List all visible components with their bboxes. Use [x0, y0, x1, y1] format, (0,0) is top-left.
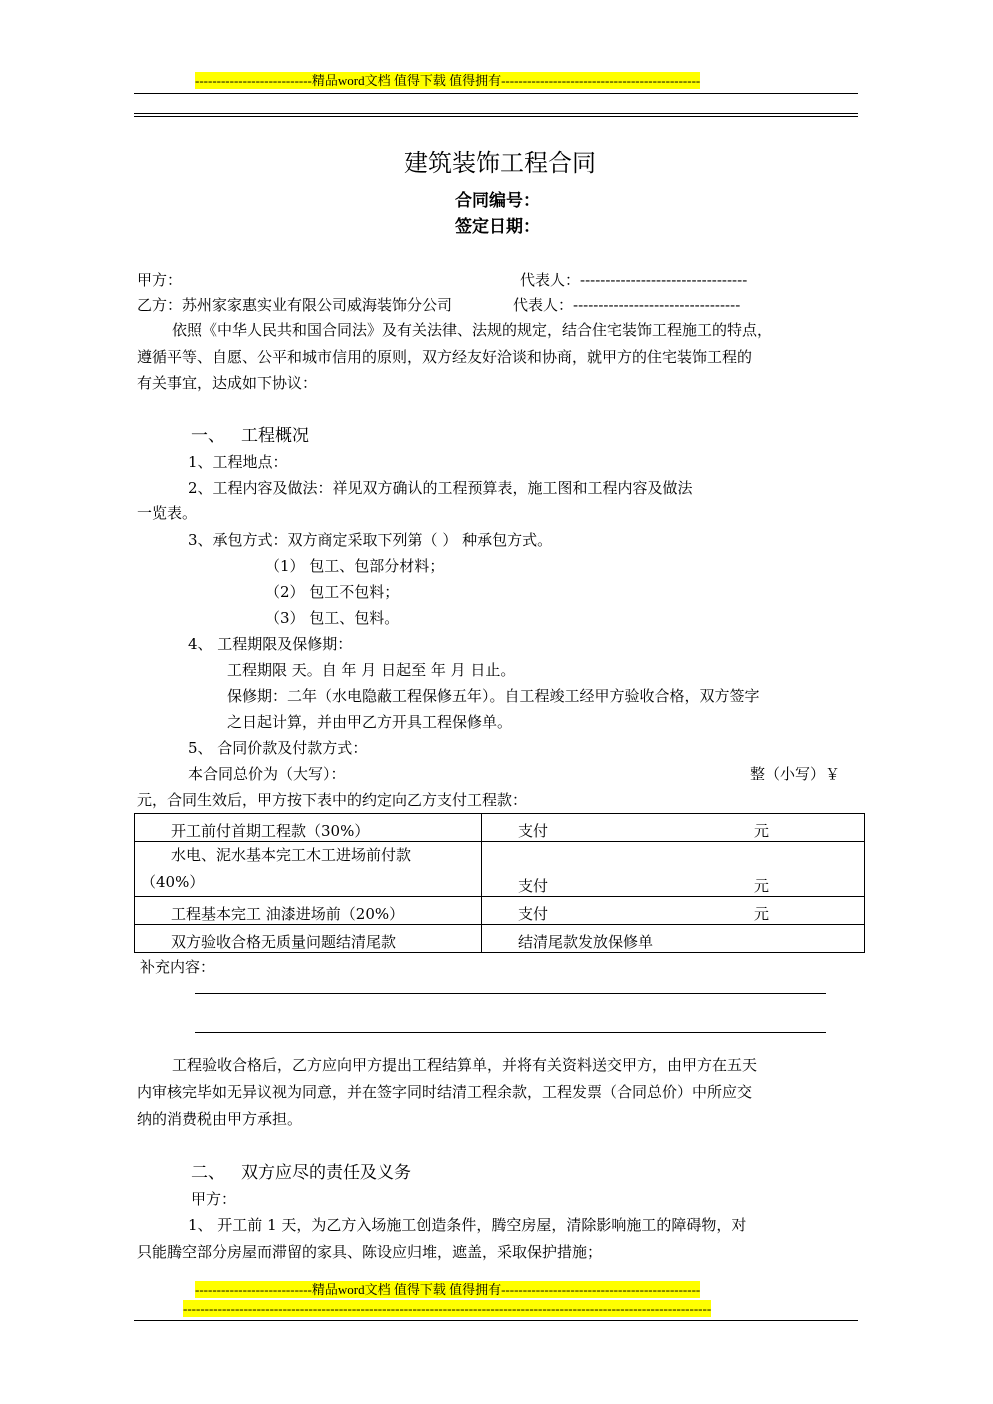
party-b-representative: 代表人：--------------------------------- [513, 296, 741, 314]
intro-line-3: 有关事宜，达成如下协议： [137, 374, 318, 392]
table-row [135, 925, 865, 953]
section-2-number: 二、 [191, 1163, 225, 1183]
party-a-duties-label: 甲方： [191, 1190, 237, 1208]
duty-1-line-1: 1、 开工前 1 天，为乙方入场施工创造条件，腾空房屋，清除影响施工的障碍物，对 [188, 1216, 747, 1234]
payment-amount-cell: 支付 元 [482, 814, 865, 842]
contract-option-2: （2） 包工不包料； [265, 583, 400, 601]
warranty-line-2: 之日起计算，并由甲乙方开具工程保修单。 [227, 713, 513, 731]
sign-date-label: 签定日期： [455, 217, 540, 237]
supplement-blank-line-2 [195, 1032, 826, 1033]
item-2-content-cont: 一览表。 [137, 504, 198, 522]
payment-schedule-table [134, 813, 865, 953]
party-a-label: 甲方： [137, 271, 183, 289]
acceptance-line-2: 内审核完毕如无异议视为同意，并在签字同时结清工程余款，工程发票（合同总价）中所应交 [137, 1083, 753, 1101]
intro-line-1: 依照《中华人民共和国合同法》及有关法律、法规的规定，结合住宅装饰工程施工的特点， [172, 321, 773, 339]
document-title: 建筑装饰工程合同 [404, 149, 596, 177]
payment-amount-cell: 支付 元 [482, 842, 865, 897]
header-rule-1 [134, 113, 858, 114]
acceptance-line-3: 纳的消费税由甲方承担。 [137, 1110, 303, 1128]
table-row [135, 897, 865, 925]
payment-stage-cell: 工程基本完工 油漆进场前（20%） [135, 897, 482, 925]
payment-amount-cell: 支付 元 [482, 897, 865, 925]
payment-stage-cell: 水电、泥水基本完工木工进场前付款 （40%） [135, 842, 482, 897]
party-b-label: 乙方：苏州家家惠实业有限公司威海装饰分公司 [137, 296, 453, 314]
duty-1-line-2: 只能腾空部分房屋而滞留的家具、陈设应归堆，遮盖，采取保护措施； [137, 1243, 603, 1261]
header-rule-2 [134, 116, 858, 117]
section-1-number: 一、 [191, 426, 225, 446]
header-rule-top [134, 93, 858, 94]
contract-option-3: （3） 包工、包料。 [265, 609, 400, 627]
total-price-capital: 本合同总价为（大写）： [188, 765, 346, 783]
supplement-label: 补充内容： [140, 958, 216, 976]
item-2-content: 2、工程内容及做法：祥见双方确认的工程预算表，施工图和工程内容及做法 [188, 479, 693, 497]
item-1-location: 1、工程地点： [188, 453, 288, 471]
table-row [135, 814, 865, 842]
warranty-line-1: 保修期：二年（水电隐蔽工程保修五年）。自工程竣工经甲方验收合格，双方签字 [227, 687, 760, 705]
item-4-period: 4、 工程期限及保修期： [188, 635, 353, 653]
section-1-title: 工程概况 [241, 426, 309, 446]
item-5-price: 5、 合同价款及付款方式： [188, 739, 368, 757]
section-2-title: 双方应尽的责任及义务 [241, 1163, 411, 1183]
construction-period: 工程期限 天。自 年 月 日起至 年 月 日止。 [227, 661, 516, 679]
payment-amount-cell: 结清尾款发放保修单 [482, 925, 865, 953]
supplement-blank-line-1 [195, 993, 826, 994]
total-price-numeric: 整（小写）￥ [750, 765, 841, 783]
party-a-representative: 代表人：--------------------------------- [520, 271, 748, 289]
contract-option-1: （1） 包工、包部分材料； [265, 557, 445, 575]
item-3-contract-mode: 3、承包方式：双方商定采取下列第（ ） 种承包方式。 [188, 531, 553, 549]
table-row [135, 842, 865, 897]
footer-dash-banner: -------------------------------------------------------------------------------------------------------------------------- [183, 1301, 712, 1316]
acceptance-line-1: 工程验收合格后，乙方应向甲方提出工程结算单，并将有关资料送交甲方，由甲方在五天 [172, 1056, 758, 1074]
payment-intro: 元，合同生效后，甲方按下表中的约定向乙方支付工程款： [137, 791, 528, 809]
payment-stage-cell: 开工前付首期工程款（30%） [135, 814, 482, 842]
intro-line-2: 遵循平等、自愿、公平和城市信用的原则，双方经友好洽谈和协商，就甲方的住宅装饰工程的 [137, 348, 753, 366]
header-watermark-banner: ---------------------------精品word文档 值得下载 值得拥有---------------------------------------------- [195, 73, 701, 88]
payment-stage-cell: 双方验收合格无质量问题结清尾款 [135, 925, 482, 953]
footer-rule [134, 1320, 858, 1321]
footer-watermark-banner: ---------------------------精品word文档 值得下载 值得拥有---------------------------------------------- [195, 1282, 701, 1297]
contract-number-label: 合同编号： [455, 191, 540, 211]
